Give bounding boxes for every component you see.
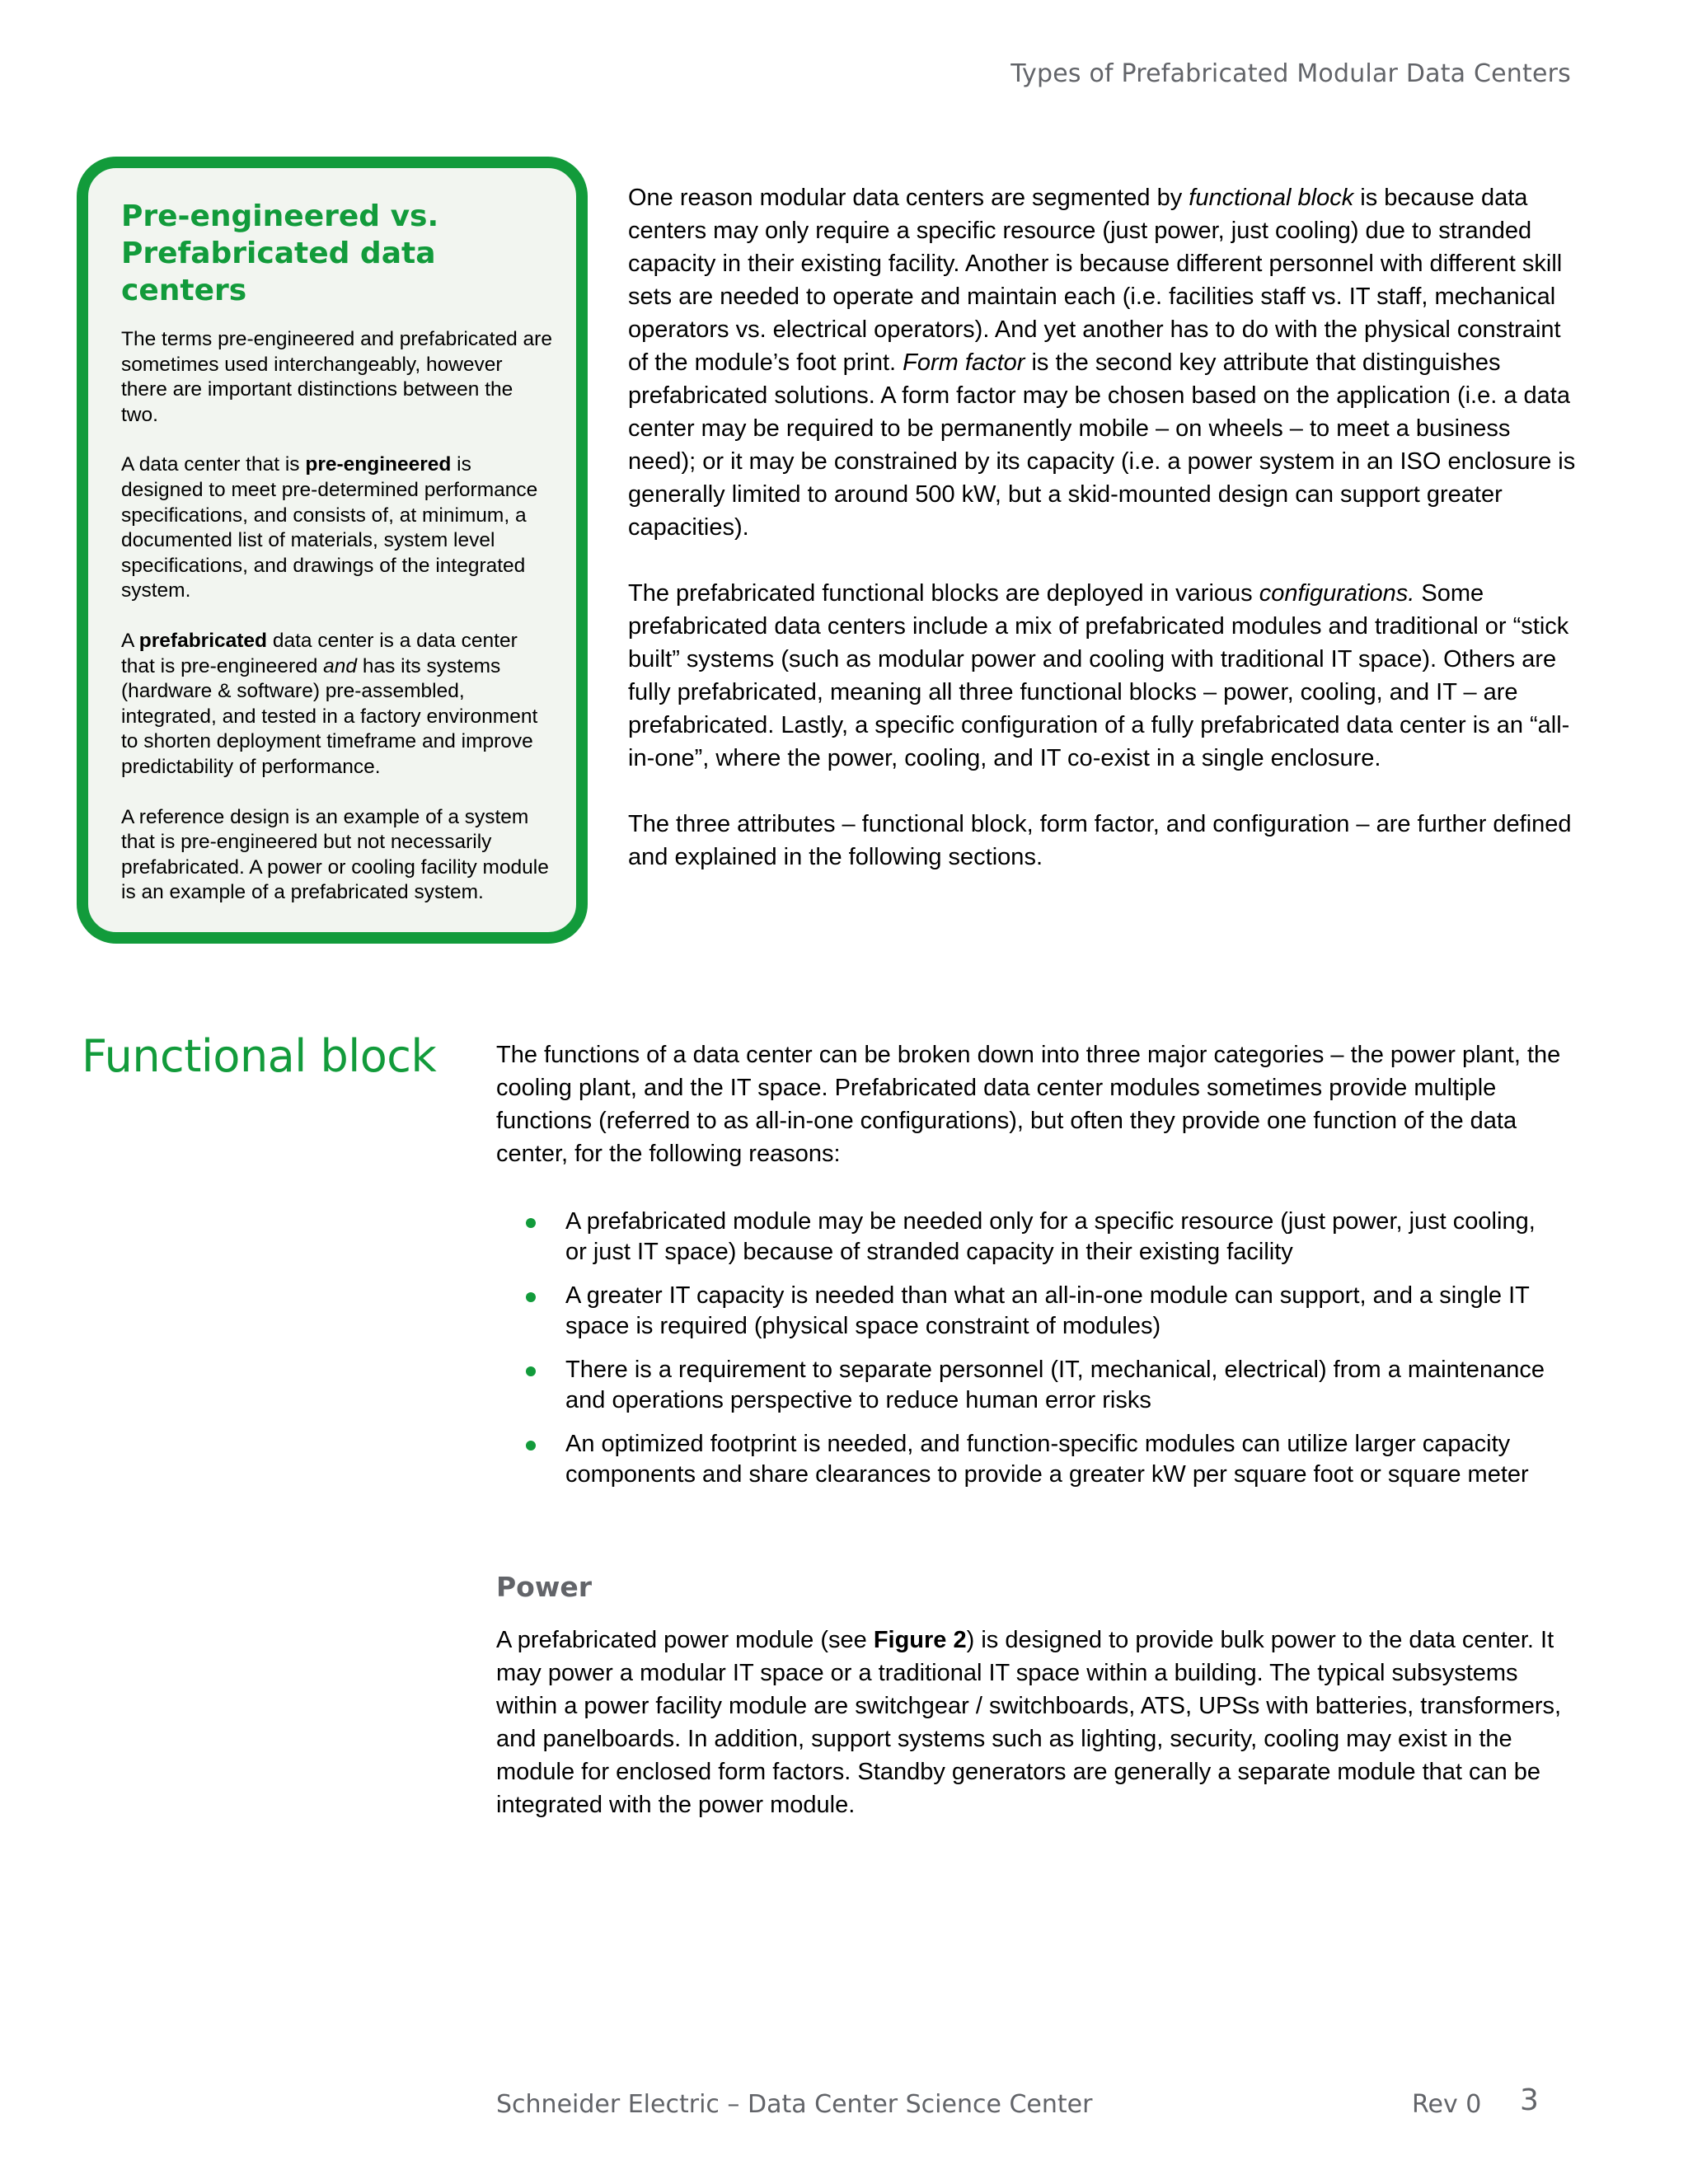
power-text-end: ) is designed to provide bulk power to the data center. It may power a modular IT space or a traditional IT space within a building. The typical subsystems within a power facility module are switchgear / switchboards, ATS, UPSs with batteries, transformers, and panelboards. In addition, support systems such as lighting, security, cooling may exist in the module for enclosed form factors. Standby generators are generally a separate module that can be integrated with the power module. <box>496 1627 1562 1818</box>
sidebar-p2-text: A data center that is <box>121 453 306 476</box>
sidebar-paragraph-3 <box>121 629 553 780</box>
sidebar-paragraph-4: A reference design is an example of a system that is pre-engineered but not necessarily prefabricated. A power or cooling facility module is an example of a prefabricated system. <box>121 805 549 904</box>
intro-p2-text-end: Some prefabricated data centers include a mix of prefabricated modules and traditional or “stick built” systems (such as modular power and cooling with traditional IT space). Others are fully prefabricated, meaning all three functional blocks – power, cooling, and IT – are prefabricated. Lastly, a specific configuration of a fully prefabricated data center is an “all-in-one”, where the power, cooling, and IT co-exist in a single enclosure. <box>628 580 1570 771</box>
page-number: 3 <box>1520 2083 1539 2117</box>
intro-paragraph-2 <box>628 577 1576 775</box>
footer-revision: Rev 0 <box>1412 2090 1482 2119</box>
running-header: Types of Prefabricated Modular Data Centers <box>1010 59 1571 88</box>
bullet-icon <box>526 1218 536 1228</box>
power-paragraph <box>496 1624 1576 1821</box>
list-item <box>496 1355 1576 1416</box>
power-text: A prefabricated power module (see <box>496 1627 874 1653</box>
sidebar-paragraph-1: The terms pre-engineered and prefabricated are sometimes used interchangeably, however there are important distinctions between the two. <box>121 328 552 426</box>
sidebar-title-line2: Prefabricated data centers <box>121 237 436 307</box>
intro-p1-text-end: is the second key attribute that distinguishes prefabricated solutions. A form factor may be chosen based on the application (i.e. a data center may be required to be permanently mobile – on wheels – to meet a business need); or it may be constrained by its capacity (i.e. a power system in an ISO enclosure is generally limited to around 500 kW, but a skid-mounted design can support greater capacities). <box>628 349 1576 541</box>
emphasis-form-factor: Form factor <box>903 349 1025 376</box>
list-item-text: A greater IT capacity is needed than what an all-in-one module can support, and a single IT space is required (physical space constraint of modules) <box>565 1282 1530 1339</box>
bullet-icon <box>526 1292 536 1302</box>
list-item-text: An optimized footprint is needed, and function-specific modules can utilize larger capacity components and share clearances to provide a greater kW per square foot or square meter <box>565 1431 1529 1488</box>
list-item-text: There is a requirement to separate personnel (IT, mechanical, electrical) from a maintenance and operations perspective to reduce human error risks <box>565 1357 1545 1413</box>
sidebar-p3-text-mid: data center is a data center that is pre-engineered <box>121 629 518 677</box>
reasons-list <box>496 1207 1576 1490</box>
sidebar-title-line1: Pre-engineered vs. <box>121 199 439 233</box>
list-item <box>496 1281 1576 1342</box>
sidebar-p2-text-end: is designed to meet pre-determined performance specifications, and consists of, at minimum, a documented list of materials, system level specifications, and drawings of the integrated system. <box>121 453 538 602</box>
footer-publisher: Schneider Electric – Data Center Science Center <box>496 2090 1093 2119</box>
subheading-power: Power <box>496 1571 592 1603</box>
sidebar-callout-box <box>77 157 588 944</box>
intro-text-column <box>628 181 1576 907</box>
term-prefabricated: prefabricated <box>138 629 268 652</box>
section-heading-functional-block: Functional block <box>82 1030 437 1082</box>
functional-block-intro: The functions of a data center can be broken down into three major categories – the power plant, the cooling plant, and the IT space. Prefabricated data center modules sometimes provide multiple functions (referred to as all-in-one configurations), but often they provide one function of the data center, for the following reasons: <box>496 1042 1561 1167</box>
intro-p1-text-mid: is because data centers may only require a specific resource (just power, just cooling) due to stranded capacity in their existing facility. Another is because different personnel with different skill sets are needed to operate and maintain each (i.e. facilities staff vs. IT staff, mechanical operators vs. electrical operators). And yet another has to do with the physical constraint of the module’s foot print. <box>628 185 1563 376</box>
emphasis-functional-block: functional block <box>1189 185 1354 211</box>
bullet-icon <box>526 1366 536 1376</box>
functional-block-content <box>496 1038 1576 1821</box>
intro-paragraph-3: The three attributes – functional block, form factor, and configuration – are further defined and explained in the following sections. <box>628 811 1572 870</box>
list-item <box>496 1207 1576 1268</box>
emphasis-and: and <box>323 654 358 677</box>
sidebar-paragraph-2 <box>121 452 553 604</box>
list-item-text: A prefabricated module may be needed only for a specific resource (just power, just cooling, or just IT space) because of stranded capacity in their existing facility <box>565 1208 1536 1265</box>
sidebar-p3-text: A <box>121 629 139 652</box>
term-pre-engineered: pre-engineered <box>305 453 452 476</box>
figure-reference: Figure 2 <box>873 1627 967 1653</box>
emphasis-configurations: configurations. <box>1259 580 1415 607</box>
sidebar-p3-text-end: has its systems (hardware & software) pre-assembled, integrated, and tested in a factory environment to shorten deployment timeframe and improve predictability of performance. <box>121 654 538 778</box>
intro-p2-text: The prefabricated functional blocks are deployed in various <box>628 580 1259 607</box>
intro-p1-text: One reason modular data centers are segmented by <box>628 185 1189 211</box>
bullet-icon <box>526 1441 536 1451</box>
intro-paragraph-1 <box>628 181 1576 544</box>
sidebar-title <box>121 198 553 309</box>
list-item <box>496 1429 1576 1490</box>
